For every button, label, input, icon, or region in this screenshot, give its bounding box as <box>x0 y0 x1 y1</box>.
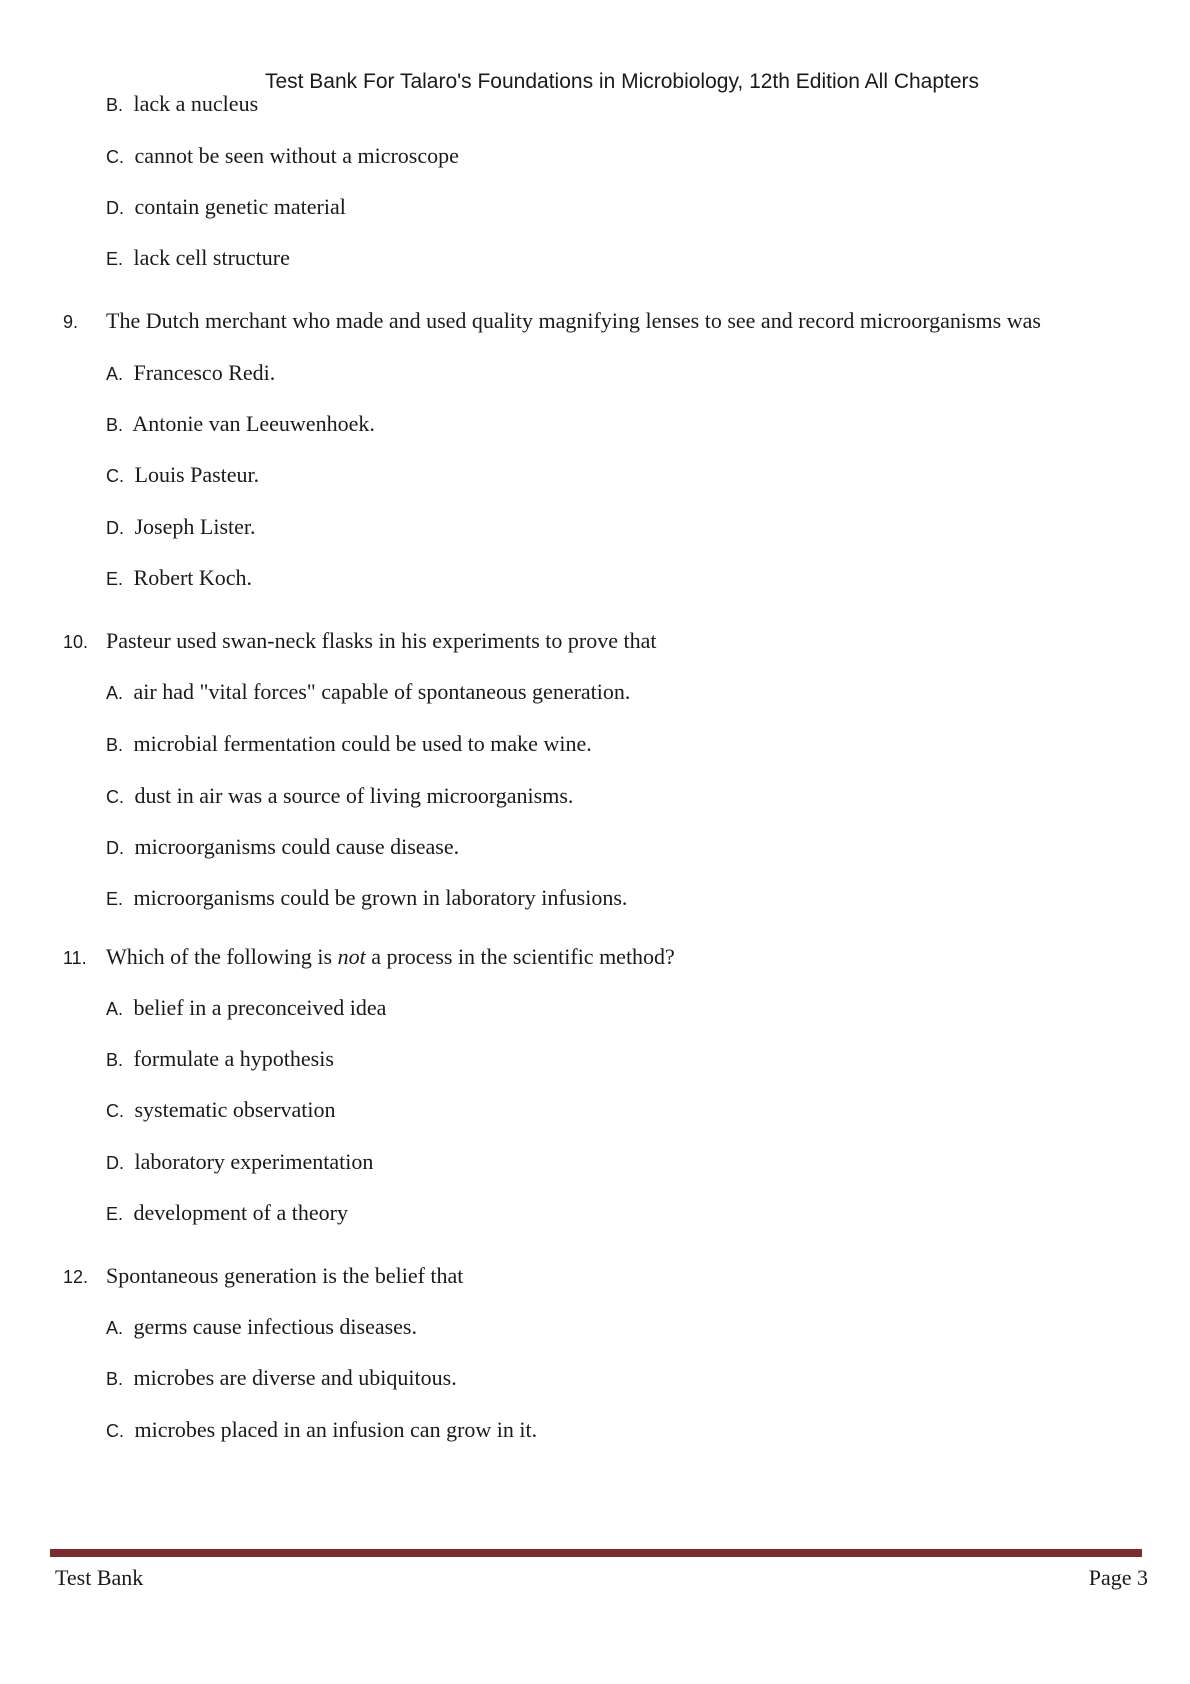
option-letter: E. <box>106 889 124 909</box>
option-text: systematic observation <box>134 1097 336 1122</box>
option-text: Francesco Redi. <box>133 360 276 385</box>
q11-option-b <box>106 1046 334 1072</box>
question-text <box>106 944 675 969</box>
option-text: Antonie van Leeuwenhoek. <box>132 411 375 436</box>
question-text: Pasteur used swan-neck flasks in his experiments to prove that <box>106 628 657 653</box>
option-letter: A. <box>106 1318 124 1338</box>
question-12 <box>63 1263 463 1289</box>
q9-option-d <box>106 514 256 540</box>
option-letter: D. <box>106 1153 124 1173</box>
question-text-after: a process in the scientific method? <box>365 944 675 969</box>
option-text: germs cause infectious diseases. <box>133 1314 417 1339</box>
q10-option-c <box>106 783 573 809</box>
question-number: 12. <box>63 1267 89 1287</box>
q12-option-a <box>106 1314 417 1340</box>
option-letter: B. <box>106 95 124 115</box>
q9-option-c <box>106 462 259 488</box>
q10-option-b <box>106 731 592 757</box>
option-letter: D. <box>106 518 124 538</box>
q11-option-e <box>106 1200 348 1226</box>
option-letter: C. <box>106 466 124 486</box>
option-text: Louis Pasteur. <box>134 462 260 487</box>
q11-option-d <box>106 1149 373 1175</box>
option-letter: B. <box>106 1369 124 1389</box>
question-11 <box>63 944 675 970</box>
option-text: microbial fermentation could be used to make wine. <box>133 731 592 756</box>
option-text: cannot be seen without a microscope <box>134 143 459 168</box>
option-letter: E. <box>106 569 124 589</box>
option-letter: D. <box>106 838 124 858</box>
option-letter: E. <box>106 249 124 269</box>
option-letter: C. <box>106 1421 124 1441</box>
q10-option-e <box>106 885 627 911</box>
option-text: Joseph Lister. <box>134 514 256 539</box>
option-text: microbes are diverse and ubiquitous. <box>133 1365 457 1390</box>
option-letter: C. <box>106 1101 124 1121</box>
option-text: microbes placed in an infusion can grow in it. <box>134 1417 538 1442</box>
option-letter: A. <box>106 364 124 384</box>
question-number: 9. <box>63 312 79 332</box>
question-text-italic: not <box>337 944 366 969</box>
q8-option-c <box>106 143 459 169</box>
option-text: dust in air was a source of living microorganisms. <box>134 783 574 808</box>
option-letter: E. <box>106 1204 124 1224</box>
question-10 <box>63 628 656 654</box>
question-text-before: Which of the following is <box>106 944 338 969</box>
option-text: air had "vital forces" capable of spontaneous generation. <box>133 679 631 704</box>
option-text: belief in a preconceived idea <box>133 995 387 1020</box>
q9-option-e <box>106 565 252 591</box>
q8-option-d <box>106 194 346 220</box>
q12-option-b <box>106 1365 457 1391</box>
q9-option-a <box>106 360 275 386</box>
q11-option-c <box>106 1097 336 1123</box>
option-letter: B. <box>106 1050 124 1070</box>
option-letter: C. <box>106 787 124 807</box>
option-letter: C. <box>106 147 124 167</box>
option-text: microorganisms could cause disease. <box>134 834 460 859</box>
q12-option-c <box>106 1417 537 1443</box>
option-letter: A. <box>106 999 124 1019</box>
question-number: 11. <box>63 948 87 968</box>
question-number: 10. <box>63 632 89 652</box>
option-text: contain genetic material <box>134 194 346 219</box>
q10-option-d <box>106 834 459 860</box>
option-letter: D. <box>106 198 124 218</box>
q10-option-a <box>106 679 630 705</box>
footer-title: Test Bank <box>55 1565 144 1590</box>
option-letter: A. <box>106 683 124 703</box>
q9-option-b <box>106 411 375 437</box>
option-text: lack a nucleus <box>133 91 259 116</box>
option-letter: B. <box>106 415 124 435</box>
question-text: Spontaneous generation is the belief that <box>106 1263 464 1288</box>
option-text: laboratory experimentation <box>134 1149 374 1174</box>
question-text: The Dutch merchant who made and used quality magnifying lenses to see and record microorganisms was <box>106 308 1041 333</box>
option-letter: B. <box>106 735 124 755</box>
question-9 <box>63 308 1041 334</box>
option-text: Robert Koch. <box>133 565 253 590</box>
q8-option-e <box>106 245 290 271</box>
option-text: microorganisms could be grown in laboratory infusions. <box>133 885 628 910</box>
option-text: formulate a hypothesis <box>133 1046 334 1071</box>
option-text: development of a theory <box>133 1200 348 1225</box>
page-number: Page 3 <box>1088 1565 1148 1590</box>
footer-rule <box>50 1549 1142 1557</box>
q8-option-b <box>106 91 258 117</box>
page-header: Test Bank For Talaro's Foundations in Microbiology, 12th Edition All Chapters <box>264 70 980 93</box>
option-text: lack cell structure <box>133 245 290 270</box>
q11-option-a <box>106 995 386 1021</box>
